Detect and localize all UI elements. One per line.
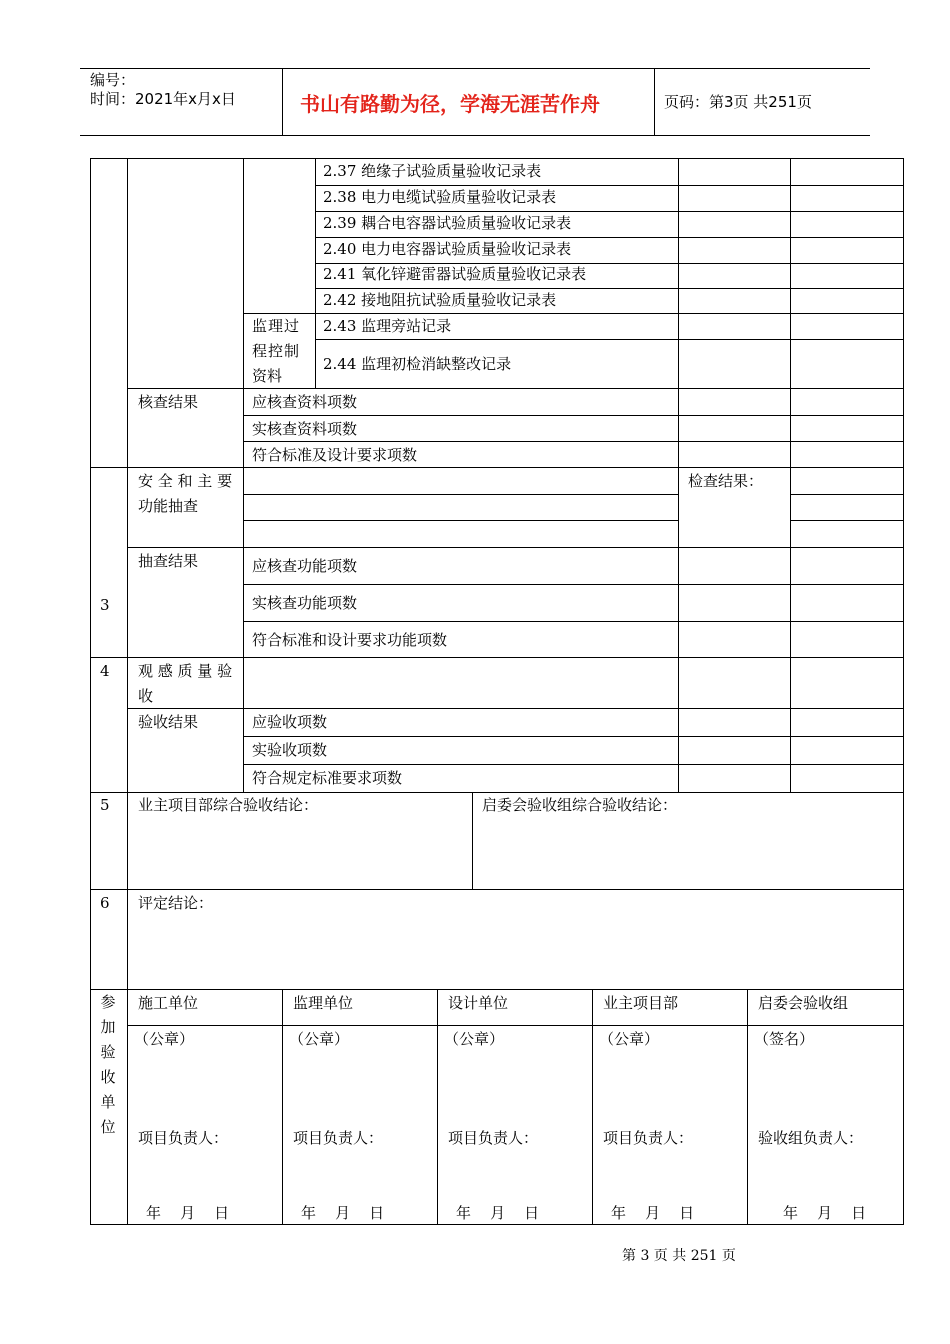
- visual-quality-label: 观 感 质 量 验: [138, 662, 233, 680]
- unit-head: 项目负责人：: [138, 1129, 229, 1147]
- safety-function-label: 功能抽查: [138, 497, 199, 515]
- control-row: 2.44 监理初检消缺整改记录: [323, 355, 512, 373]
- unit-name: 设计单位: [448, 994, 509, 1012]
- unit-seal: （公章）: [134, 1030, 195, 1048]
- unit-date: 年 月 日: [783, 1204, 867, 1222]
- control-row: 2.41 氧化锌避雷器试验质量验收记录表: [323, 265, 587, 283]
- unit-date: 年 月 日: [146, 1204, 230, 1222]
- section-number: 6: [100, 894, 110, 912]
- unit-date: 年 月 日: [611, 1204, 695, 1222]
- unit-name: 监理单位: [293, 994, 354, 1012]
- document-number-label: 编号：: [90, 71, 136, 89]
- acceptance-results-row: 应验收项数: [252, 713, 328, 731]
- visual-quality-label: 收: [138, 687, 154, 705]
- control-row: 2.39 耦合电容器试验质量验收记录表: [323, 214, 572, 232]
- control-row: 2.43 监理旁站记录: [323, 317, 452, 335]
- evaluation-conclusion-label: 评定结论：: [138, 894, 214, 912]
- unit-name: 施工单位: [138, 994, 199, 1012]
- unit-head: 项目负责人：: [448, 1129, 539, 1147]
- check-results-label: 核查结果: [138, 393, 199, 411]
- control-row: 2.42 接地阻抗试验质量验收记录表: [323, 291, 557, 309]
- unit-name: 业主项目部: [603, 994, 679, 1012]
- section-number: 5: [100, 796, 110, 814]
- header-motto: 书山有路勤为径，学海无涯苦作舟: [300, 92, 600, 116]
- control-row: 2.38 电力电缆试验质量验收记录表: [323, 188, 557, 206]
- sample-results-row: 实核查功能项数: [252, 594, 358, 612]
- unit-seal: （公章）: [289, 1030, 350, 1048]
- document-time-label: 时间：2021年x月x日: [90, 90, 236, 108]
- unit-head: 项目负责人：: [603, 1129, 694, 1147]
- section-number: 3: [100, 596, 110, 614]
- section-number: 4: [100, 662, 110, 680]
- participants-label: 参 加 验 收 单 位: [100, 993, 116, 1136]
- unit-date: 年 月 日: [301, 1204, 385, 1222]
- acceptance-results-row: 实验收项数: [252, 741, 328, 759]
- sample-results-row: 应核查功能项数: [252, 557, 358, 575]
- unit-date: 年 月 日: [456, 1204, 540, 1222]
- unit-head: 项目负责人：: [293, 1129, 384, 1147]
- header-page-label: 页码：第3页 共251页: [664, 93, 812, 111]
- footer-page-info: 第 3 页 共 251 页: [622, 1248, 736, 1264]
- unit-name: 启委会验收组: [758, 994, 849, 1012]
- safety-function-label: 安 全 和 主 要: [138, 472, 233, 490]
- control-row: 2.40 电力电容器试验质量验收记录表: [323, 240, 572, 258]
- unit-head: 验收组负责人：: [758, 1129, 864, 1147]
- inspection-result-label: 检查结果：: [688, 472, 764, 490]
- acceptance-results-row: 符合规定标准要求项数: [252, 769, 403, 787]
- sample-results-row: 符合标准和设计要求功能项数: [252, 631, 448, 649]
- unit-seal: （公章）: [444, 1030, 505, 1048]
- unit-seal: （公章）: [599, 1030, 660, 1048]
- check-results-row: 实核查资料项数: [252, 420, 358, 438]
- committee-conclusion-label: 启委会验收组综合验收结论：: [482, 796, 678, 814]
- check-results-row: 应核查资料项数: [252, 393, 358, 411]
- control-row: 2.37 绝缘子试验质量验收记录表: [323, 162, 542, 180]
- check-results-row: 符合标准及设计要求项数: [252, 446, 418, 464]
- sample-results-label: 抽查结果: [138, 552, 199, 570]
- owner-conclusion-label: 业主项目部综合验收结论：: [138, 796, 319, 814]
- acceptance-results-label: 验收结果: [138, 713, 199, 731]
- unit-seal: （签名）: [754, 1030, 815, 1048]
